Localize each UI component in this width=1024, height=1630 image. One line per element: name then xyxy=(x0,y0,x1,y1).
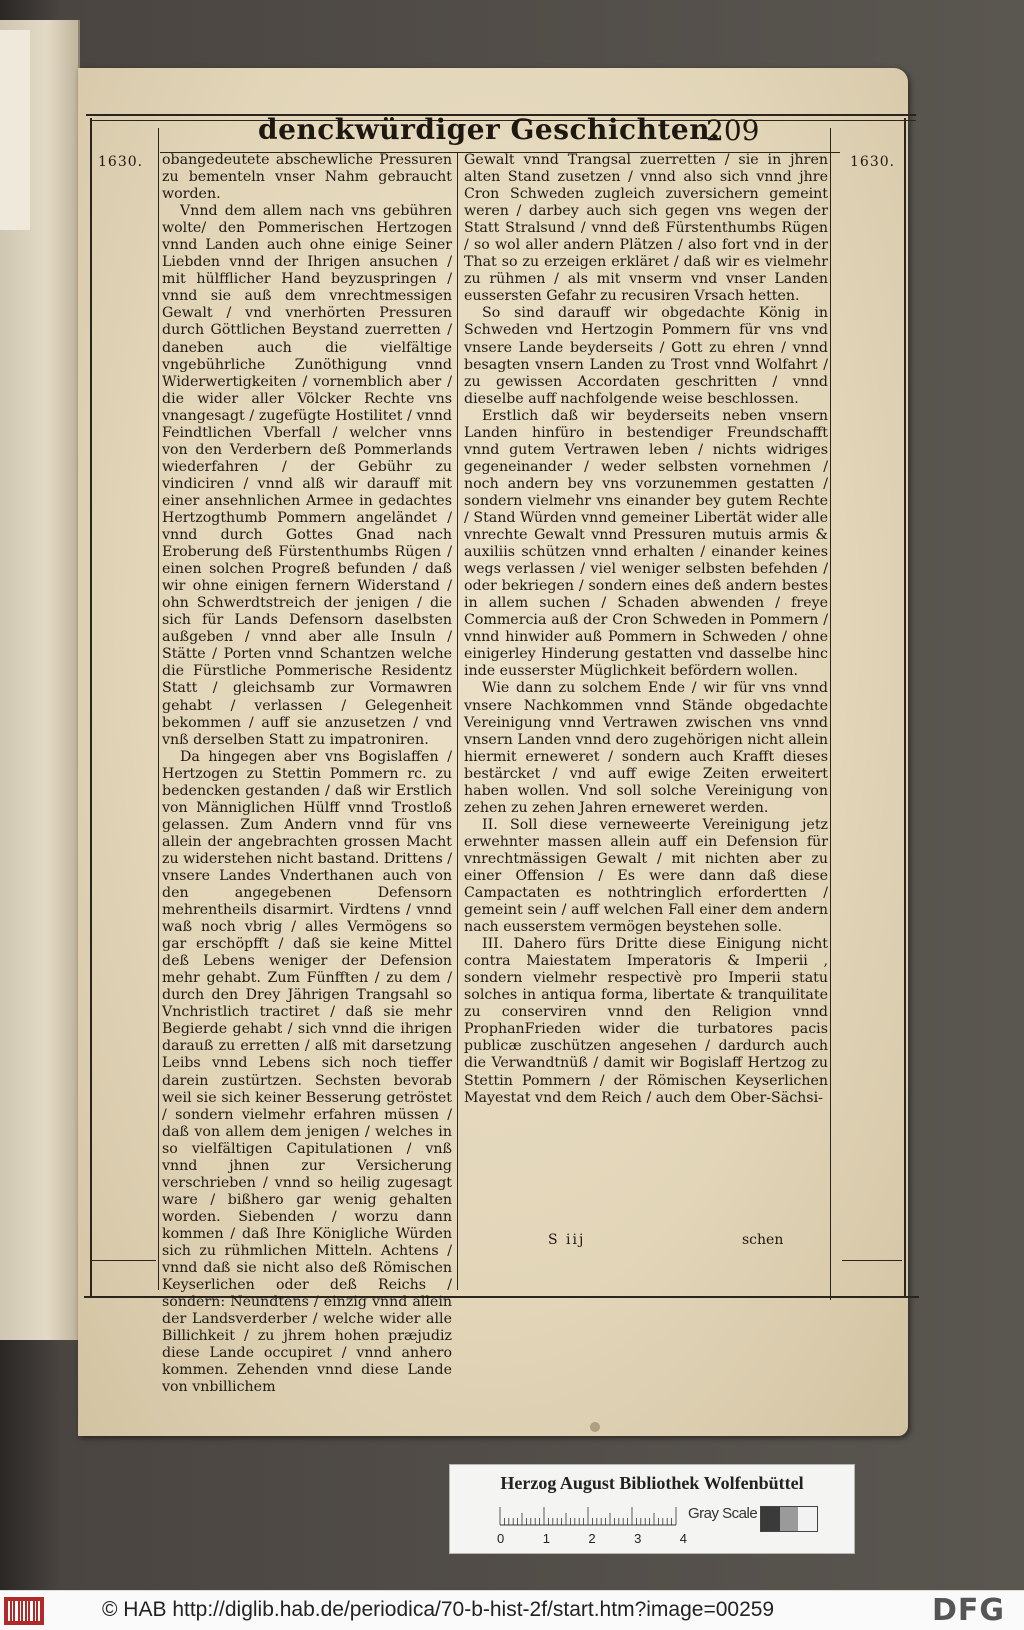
swatch-mid xyxy=(780,1507,799,1531)
paragraph: Erstlich daß wir beyderseits neben vnsern Landen hinfüro in bestendiger Freundschafft vnnd gutem Vertrawen leben / nichts widriges gegeneinander / weder selbsten vornehmen / noch andern bey vns vorzunemmen gestatten / sondern vielmehr vns einander bey gutem Rechte / Stand Würden vnnd gemeiner Libertät wider alle vnrechte Gewalt vnnd Pressuren mutuis armis & auxiliis schützen vnnd erhalten / einander keines wegs verlassen / viel weniger selbsten befehden / oder bekriegen / sondern eines deß andern bestes in allem suchen / Schaden abwenden / freye Commercia auß der Cron Schweden in Pommern / vnnd hinwider auß Pommern in Schweden / ohne einigerley Hinderung gestatten vnd dasselbe hinc inde eusserster Müglichkeit befördern wollen. xyxy=(464,407,828,680)
ruler-number: 1 xyxy=(542,1531,550,1546)
running-head: denckwürdiger Geschichten. xyxy=(258,113,721,146)
paragraph: Gewalt vnnd Trangsal zuerretten / sie in jhren alten Stand zusetzen / vnnd also sich vnnd jhre Cron Schweden zugleich zuversichern gemeint weren / darbey auch sich gegen vns wegen der Statt Stralsund / vnnd deß Fürstenthumbs Rügen / so wol aller andern Plätzen / also fort vnd in der That so zu erzeigen erkläret / daß wir es vielmehr zu rühmen / als mit vnserm vnd vnser Landen eussersten Gefahr zu recusiren Vrsach hetten. xyxy=(464,152,828,305)
ruler-number: 4 xyxy=(679,1531,687,1546)
dfg-logo: DFG xyxy=(932,1593,1006,1628)
source-url[interactable]: © HAB http://diglib.hab.de/periodica/70-b-hist-2f/start.htm?image=00259 xyxy=(102,1598,775,1621)
ruler-number: 2 xyxy=(588,1531,596,1546)
color-target-card xyxy=(449,1464,855,1554)
footer-bar xyxy=(0,1590,1024,1630)
ruler-number: 3 xyxy=(634,1531,642,1546)
ruler-numbers xyxy=(497,1531,687,1546)
margin-year-left: 1630. xyxy=(98,154,144,170)
text-column-right xyxy=(464,152,828,1292)
text-column-left xyxy=(162,152,453,1396)
ruler-number: 0 xyxy=(497,1531,505,1546)
column-rule-right xyxy=(830,128,831,1300)
previous-page-strip xyxy=(0,30,30,230)
catchword: schen xyxy=(742,1232,784,1248)
margin-year-right: 1630. xyxy=(850,154,896,170)
margin-rule-left xyxy=(92,1260,156,1261)
ruler-scale xyxy=(500,1505,676,1527)
paragraph: II. Soll diese verneweerte Vereinigung jetz erwehnter massen allein auff ein Defension für vnrechtmässigen Gewalt / mit nichten aber zu einer Offension / Es were dann daß diese Campactaten es nothtringlich erfordertten / gemeint sein / auff welchen Fall einer dem andern nach eusserstem vermögen beystehen solle. xyxy=(464,816,828,936)
paper-spot xyxy=(590,1422,600,1432)
paragraph: Wie dann zu solchem Ende / wir für vns vnnd vnsere Nachkommen vnnd Stände obgedachte Vereinigung vnnd Vertrawen zwischen vns vnnd vnsern Landen vnnd dero zugehörigen nicht allein hiermit erneweret / sondern auch Krafft dieses bestärcket / vnd auff ewige Zeiten erweitert haben wollen. Vnd soll solche Vereinigung von zehen zu zehen Jahren erneweret werden. xyxy=(464,680,828,816)
paragraph: Vnnd dem allem nach vns gebühren wolte/ den Pommerischen Hertzogen vnnd Landen auch ohne einige Seiner Liebden vnnd der Ihrigen ansuchen / mit hülfflicher Hand beyzuspringen / vnnd sie auß dem vnrechtmessigen Gewalt / vnd vnerhörten Pressuren durch Göttlichen Beystand zuerretten / daneben auch die vielfältige vngebührliche Zunöthigung vnnd Widerwertigkeiten / vornemblich aber / die wider aller Völcker Rechte vns vnangesagt / zugefügte Hostilitet / vnnd Feindtlichen Vberfall / welcher vnns von den Verderbern deß Pommerlands wiederfahren / der Gebühr zu vindiciren / vnnd alß wir darauff mit einer ansehnlichen Armee in gedachtes Hertzogthumb Pommern angeländet / vnnd durch Gottes Gnad nach Eroberung deß Fürstenthumbs Rügen / einen solchen Progreß befunden / daß wir ohne einigen fernern Widerstand / ohn Schwerdtstreich der jenigen / die sich für Lands Defensorn daselbsten außgeben / vnnd aber alle Insuln / Stätte / Porten vnnd Schantzen welche die Fürstliche Pommerische Residentz Statt / gleichsamb zur Vormawren gehabt / verlassen / Gelegenheit bekommen / auff sie anzusetzen / vnd vnß derselben Statt zu impatroniren. xyxy=(162,203,452,748)
swatch-light xyxy=(798,1507,817,1531)
frame-rule-right xyxy=(904,118,906,1296)
column-rule-left xyxy=(158,128,159,1290)
column-rule-middle xyxy=(457,152,458,1290)
paragraph: So sind darauff wir obgedachte König in Schweden vnd Hertzogin Pommern für vns vnd vnsere Lande beyderseits / Gott zu ehren / vnnd besagten vnsern Landen zu Trost vnnd Wolfahrt / zu gewissen Accordaten geschritten / vnnd dieselbe auff nachfolgende weise beschlossen. xyxy=(464,305,828,407)
gray-scale-label: Gray Scale xyxy=(688,1505,758,1522)
frame-rule-left xyxy=(90,118,92,1296)
paragraph: III. Dahero fürs Dritte diese Einigung nicht contra Maiestatem Imperatoris & Imperii , sondern vielmehr respectivè pro Imperii statu solches in antiqua forma, libertate & tranquilitate zu conserviren vnnd den Religion vnnd ProphanFrieden wider die turbatores pacis publicæ zuschützen angesehen / dardurch auch die Verwandtnüß / damit wir Bogislaff Hertzog zu Stettin Pommern / der Römischen Keyserlichen Mayestat vnd dem Reich / auch dem Ober-Sächsi- xyxy=(464,936,828,1106)
card-title: Herzog August Bibliothek Wolfenbüttel xyxy=(500,1473,804,1493)
margin-rule-right xyxy=(842,1260,902,1261)
swatch-dark xyxy=(761,1507,780,1531)
paragraph: Da hingegen aber vns Bogislaffen / Hertzogen zu Stettin Pommern rc. zu bedencken gestanden / daß wir Erstlich von Männiglichen Hülff vnnd Trostloß gelassen. Zum Andern vnnd für vns allein der angebrachten grossen Macht zu widerstehen nicht bastand. Drittens / vnsere Landes Vnderthanen auch von den angegebenen Defensorn mehrentheils disarmirt. Virdtens / vnnd waß noch vbrig / alles Vermögens so gar erschöpfft / daß sie keine Mittel deß Lebens weniger der Defension mehr gehabt. Zum Fünfften / zu dem / durch den Drey Jährigen Trangsahl so Vnchristlich tractiret / daß sie mehr Begierde gehabt / sich vnnd die ihrigen darauß zu erretten / alß mit darsetzung Leibs vnnd Lebens sich noch tieffer darein zustürtzen. Sechsten bevorab weil sie sich keiner Besserung getröstet / sondern vielmehr erfahren müssen / daß von allem dem jenigen / welches in so vielfältigen Capitulationen / vnß vnnd jhnen zur Versicherung verschrieben / vnnd so heilig zugesagt ware / bißhero gar wenig gehalten worden. Siebenden / worzu dann kommen / daß Ihre Königliche Würden sich zu rühmlichen Mitteln. Achtens / vnnd daß sie nicht also deß Römischen Keyserlichen oder deß Reichs / sondern: Neundtens / einzig vnnd allein der Landsverderber / welche wider alle Billichkeit / zu jhrem hohen præjudiz diese Lande occupiret / vnnd anhero kommen. Zehenden vnnd diese Lande von vnbillichem xyxy=(162,748,453,1396)
book-page xyxy=(78,68,908,1436)
gray-swatches xyxy=(760,1506,818,1532)
paragraph: obangedeutete abschewliche Pressuren zu bementeln vnser Nahm gebraucht worden. xyxy=(162,152,452,203)
page-number: 209 xyxy=(706,114,760,147)
signature-mark: S iij xyxy=(548,1232,586,1248)
barcode-logo-icon xyxy=(4,1597,44,1625)
